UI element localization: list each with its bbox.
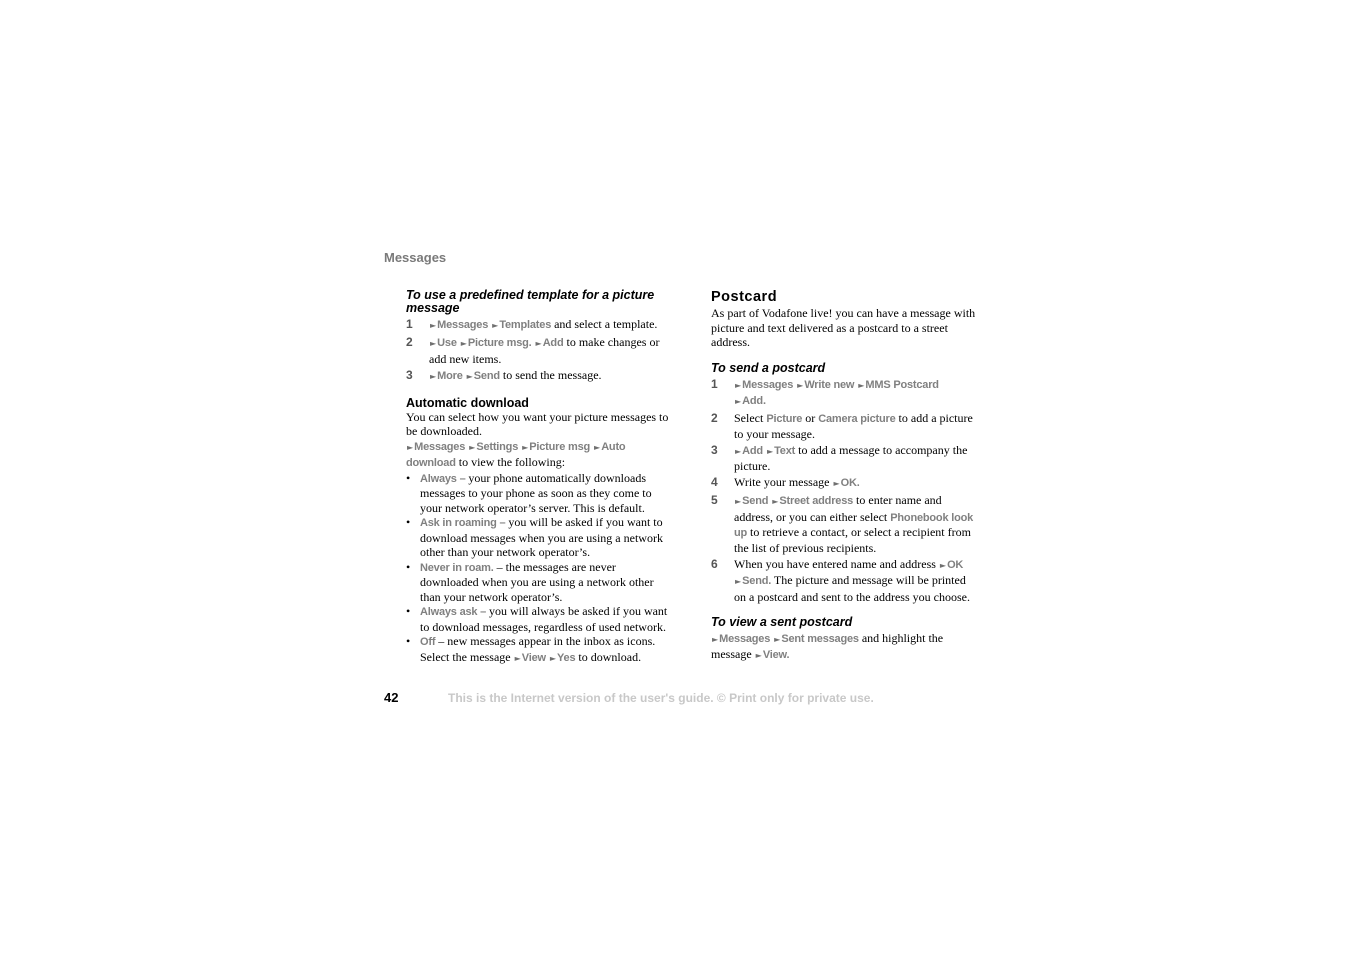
left-column [406, 289, 674, 666]
bullet-icon: • [406, 604, 411, 618]
menu-messages: Messages [437, 319, 489, 331]
automatic-download-path [406, 439, 674, 471]
step-text: to add a message to accompany the picture. [734, 442, 968, 473]
menu-mms-postcard: MMS Postcard [865, 378, 939, 391]
step-number: 2 [406, 335, 413, 349]
dash: – [477, 606, 489, 618]
menu-picture: Picture [766, 413, 803, 425]
menu-messages: Messages [719, 632, 771, 645]
send-postcard-steps [711, 377, 979, 605]
dash: – [456, 472, 469, 485]
bullet-icon: • [406, 470, 411, 485]
step-number: 2 [711, 411, 718, 425]
template-steps [406, 317, 674, 384]
option-text: you will be asked if you want to download messages when you are using a network other than your network operator’s. [420, 515, 663, 559]
menu-ok: OK [947, 558, 964, 571]
arrow-icon: ► [735, 380, 742, 390]
bullet-icon: • [406, 634, 411, 648]
menu-text: Text [774, 444, 796, 457]
list-item [406, 515, 674, 560]
menu-camera-picture: Camera picture [818, 413, 896, 425]
arrow-icon: ► [772, 497, 779, 506]
menu-picture-msg: Picture msg [529, 440, 591, 453]
running-header: Messages [384, 250, 447, 265]
step-number: 1 [711, 376, 718, 391]
page-number: 42 [384, 690, 399, 705]
right-column [711, 289, 979, 664]
option-ask-in-roaming: Ask in roaming [420, 517, 497, 529]
arrow-icon: ► [797, 380, 804, 390]
step-text: Select [734, 411, 764, 425]
list-item [406, 634, 674, 666]
menu-view: View [521, 651, 546, 664]
download-options [406, 471, 674, 667]
arrow-icon: ► [430, 371, 437, 381]
arrow-icon: ► [735, 497, 742, 506]
option-text: your phone automatically downloads messages to your phone as soon as they come to your network operator’s server. This is default. [420, 470, 652, 515]
menu-sent-messages: Sent messages [781, 632, 859, 645]
step-text: or [805, 411, 816, 425]
list-item [406, 317, 674, 334]
view-postcard-title: To view a sent postcard [711, 614, 853, 629]
list-item [406, 335, 674, 366]
menu-auto-download: Auto download [406, 440, 626, 469]
view-postcard-path [711, 631, 979, 664]
bullet-icon: • [406, 515, 411, 529]
menu-yes: Yes [557, 651, 576, 664]
step-number: 1 [406, 317, 413, 331]
option-off: Off [420, 636, 436, 648]
step-text: to add a picture to your message. [734, 411, 973, 441]
arrow-icon: ► [766, 446, 774, 456]
menu-messages: Messages [742, 378, 794, 391]
list-item [711, 475, 979, 492]
step-number: 6 [711, 556, 718, 571]
arrow-icon: ► [755, 651, 762, 660]
step-text: and select a template. [554, 317, 658, 331]
arrow-icon: ► [549, 653, 557, 663]
list-item [406, 471, 674, 516]
step-text: to retrieve a contact, or select a recipient from the list of previous recipients. [734, 525, 971, 555]
menu-add: Add [742, 444, 763, 457]
list-item [711, 411, 979, 441]
path-text: to view the following: [458, 455, 566, 469]
arrow-icon: ► [492, 321, 499, 330]
arrow-icon: ► [430, 321, 437, 330]
arrow-icon: ► [460, 339, 467, 348]
automatic-download-intro: You can select how you want your picture messages to be downloaded. [406, 409, 669, 438]
menu-view: View. [762, 649, 790, 661]
menu-use: Use [437, 337, 457, 349]
menu-picture-msg: Picture msg. [467, 337, 532, 349]
step-text: When you have entered name and address [734, 556, 936, 571]
dash: – [435, 634, 448, 648]
template-task-title: To use a predefined template for a picture message [406, 288, 655, 315]
menu-send: Send. [742, 575, 772, 587]
path-text: and highlight the message [711, 630, 944, 661]
send-postcard-title: To send a postcard [711, 360, 826, 375]
arrow-icon: ► [735, 397, 742, 406]
automatic-download-title: Automatic download [406, 395, 529, 410]
dash: – [496, 517, 509, 529]
step-text: Write your message [734, 475, 830, 489]
arrow-icon: ► [514, 653, 521, 663]
arrow-icon: ► [594, 442, 601, 452]
list-item [406, 560, 674, 605]
menu-phonebook-look-up: Phonebook look up [734, 511, 974, 539]
step-number: 4 [711, 475, 718, 489]
arrow-icon: ► [712, 634, 719, 644]
arrow-icon: ► [774, 634, 781, 644]
menu-add: Add. [742, 395, 766, 407]
arrow-icon: ► [466, 371, 473, 381]
list-item [711, 377, 979, 410]
dash: – [493, 559, 506, 574]
list-item [711, 493, 979, 555]
step-number: 3 [406, 367, 413, 382]
menu-more: More [437, 369, 463, 382]
arrow-icon: ► [522, 442, 529, 452]
option-text: you will always be asked if you want to download messages, regardless of used network. [420, 604, 668, 634]
bullet-icon: • [406, 559, 411, 574]
option-text: new messages appear in the inbox as icons. Select the message [420, 634, 656, 664]
arrow-icon: ► [407, 442, 414, 452]
menu-add: Add [542, 337, 564, 349]
menu-templates: Templates [499, 319, 552, 331]
step-text: to make changes or add new items. [429, 335, 660, 366]
menu-write-new: Write new [804, 378, 855, 391]
step-number: 3 [711, 442, 718, 457]
menu-send: Send [473, 369, 500, 382]
footer-notice: This is the Internet version of the user's guide. © Print only for private use. [448, 691, 874, 705]
arrow-icon: ► [833, 479, 840, 488]
arrow-icon: ► [469, 442, 476, 452]
menu-street-address: Street address [779, 495, 854, 507]
menu-ok: OK. [840, 477, 860, 489]
step-text: The picture and message will be printed on a postcard and sent to the address you choose. [734, 573, 970, 604]
option-text-end: to download. [578, 649, 642, 664]
list-item [406, 604, 674, 634]
option-text: the messages are never downloaded when you are using a network other than your network operator’s. [420, 559, 654, 604]
postcard-intro: As part of Vodafone live! you can have a message with picture and text delivered as a postcard to a street address. [711, 306, 976, 349]
menu-send: Send [742, 495, 769, 507]
postcard-title: Postcard [711, 289, 778, 305]
arrow-icon: ► [535, 339, 542, 348]
step-text: to send the message. [502, 367, 602, 382]
option-never-in-roam: Never in roam. [420, 561, 494, 574]
arrow-icon: ► [858, 380, 865, 390]
menu-settings: Settings [476, 440, 519, 453]
arrow-icon: ► [430, 339, 437, 348]
list-item [711, 557, 979, 605]
option-always-ask: Always ask [420, 606, 478, 618]
step-text: to enter name and address, or you can either select [734, 493, 942, 524]
step-number: 5 [711, 493, 718, 507]
list-item [711, 443, 979, 474]
menu-messages: Messages [414, 440, 466, 453]
arrow-icon: ► [939, 560, 947, 570]
list-item [406, 368, 674, 385]
arrow-icon: ► [735, 446, 742, 456]
arrow-icon: ► [735, 577, 742, 586]
option-always: Always [420, 472, 457, 485]
